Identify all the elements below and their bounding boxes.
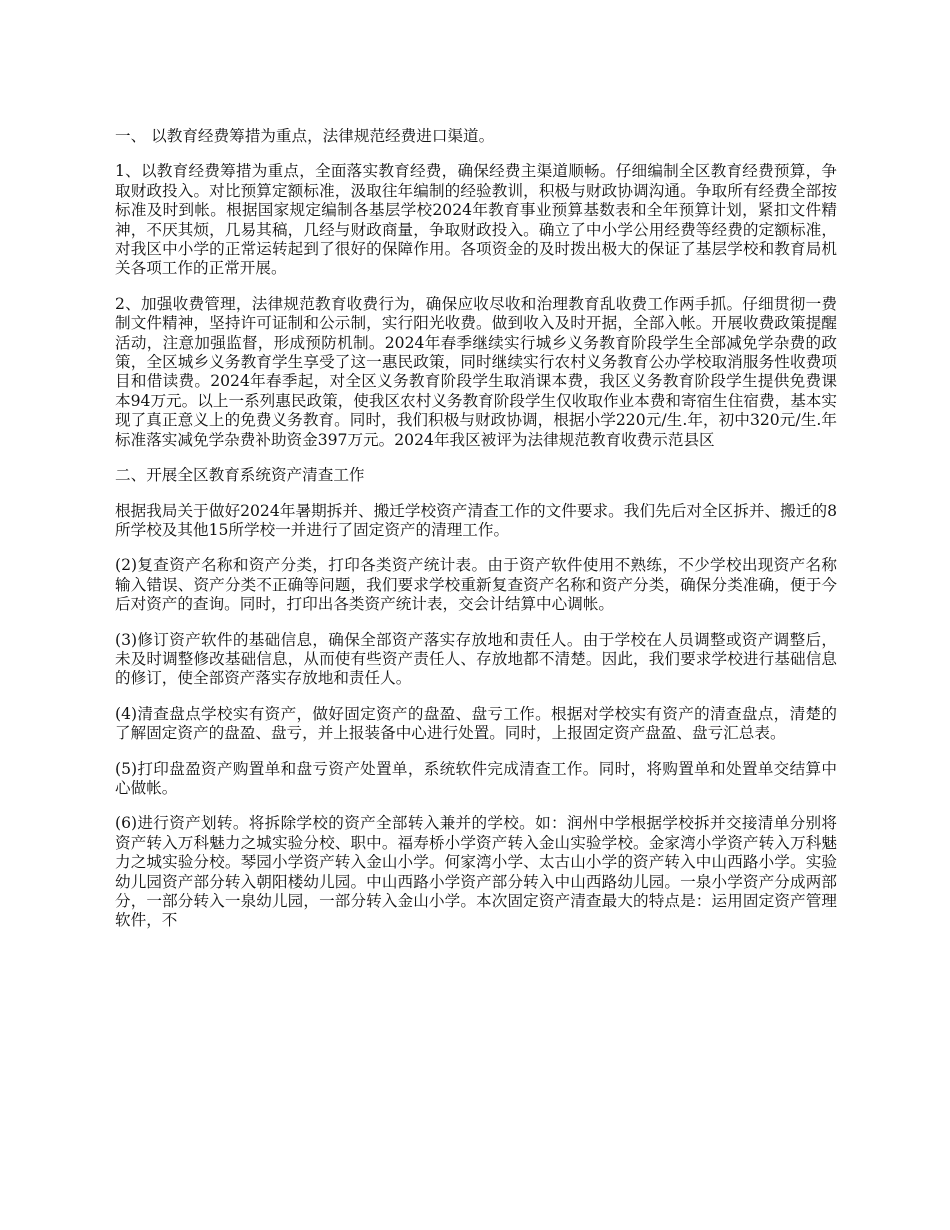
paragraph-asset-intro: 根据我局关于做好2024年暑期拆并、搬迁学校资产清查工作的文件要求。我们先后对全区拆并、搬迁的8所学校及其他15所学校一并进行了固定资产的清理工作。	[115, 501, 837, 539]
paragraph-asset-6: (6)进行资产划转。将拆除学校的资产全部转入兼并的学校。如：润州中学根据学校拆并交接清单分别将资产转入万科魅力之城实验分校、职中。福寿桥小学资产转入金山实验学校。金家湾小学资产转入万科魅力之城实验分校。琴园小学资产转入金山小学。何家湾小学、太古山小学的资产转入中山西路小学。实验幼儿园资产部分转入朝阳楼幼儿园。中山西路小学资产部分转入中山西路幼儿园。一泉小学资产分成两部分，一部分转入一泉幼儿园，一部分转入金山小学。本次固定资产清查最大的特点是：运用固定资产管理软件，不	[115, 814, 837, 930]
paragraph-asset-5: (5)打印盘盈资产购置单和盘亏资产处置单，系统软件完成清查工作。同时，将购置单和处置单交结算中心做帐。	[115, 759, 837, 797]
paragraph-asset-4: (4)清查盘点学校实有资产，做好固定资产的盘盈、盘亏工作。根据对学校实有资产的清查盘点，清楚的了解固定资产的盘盈、盘亏，并上报装备中心进行处置。同时，上报固定资产盘盈、盘亏汇总表。	[115, 704, 837, 743]
paragraph-asset-3: (3)修订资产软件的基础信息，确保全部资产落实存放地和责任人。由于学校在人员调整或资产调整后，未及时调整修改基础信息，从而使有些资产责任人、存放地都不清楚。因此，我们要求学校进行基础信息的修订，使全部资产落实存放地和责任人。	[115, 630, 837, 688]
section-heading-1: 一、 以教育经费筹措为重点，法律规范经费进口渠道。	[115, 127, 495, 145]
paragraph-fees: 2、加强收费管理，法律规范教育收费行为，确保应收尽收和治理教育乱收费工作两手抓。仔细贯彻一费制文件精神，坚持许可证制和公示制，实行阳光收费。做到收入及时开据，全部入帐。开展收费政策提醒活动，注意加强监督，形成预防机制。2024年春季继续实行城乡义务教育阶段学生全部减免学杂费的政策，全区城乡义务教育学生享受了这一惠民政策，同时继续实行农村义务教育公办学校取消服务性收费项目和借读费。2024年春季起，对全区义务教育阶段学生取消课本费，我区义务教育阶段学生提供免费课本94万元。以上一系列惠民政策，使我区农村义务教育阶段学生仅收取作业本费和寄宿生住宿费，基本实现了真正意义上的免费义务教育。同时，我们积极与财政协调，根据小学220元/生.年，初中320元/生.年标准落实减免学杂费补助资金397万元。2024年我区被评为法律规范教育收费示范县区	[115, 294, 837, 449]
paragraph-asset-2: (2)复查资产名称和资产分类，打印各类资产统计表。由于资产软件使用不熟练，不少学校出现资产名称输入错误、资产分类不正确等问题，我们要求学校重新复查资产名称和资产分类，确保分类准确，便于今后对资产的查询。同时，打印出各类资产统计表，交会计结算中心调帐。	[115, 556, 837, 614]
section-heading-2: 二、开展全区教育系统资产清查工作	[115, 466, 365, 485]
document-body	[115, 127, 837, 947]
paragraph-funding: 1、以教育经费筹措为重点，全面落实教育经费，确保经费主渠道顺畅。仔细编制全区教育经费预算，争取财政投入。对比预算定额标准，汲取往年编制的经验教训，积极与财政协调沟通。争取所有经费全部按标准及时到帐。根据国家规定编制各基层学校2024年教育事业预算基数表和全年预算计划，紧扣文件精神，不厌其烦，几易其稿，几经与财政商量，争取财政投入。确立了中小学公用经费等经费的定额标准，对我区中小学的正常运转起到了很好的保障作用。各项资金的及时拨出极大的保证了基层学校和教育局机关各项工作的正常开展。	[115, 162, 837, 278]
